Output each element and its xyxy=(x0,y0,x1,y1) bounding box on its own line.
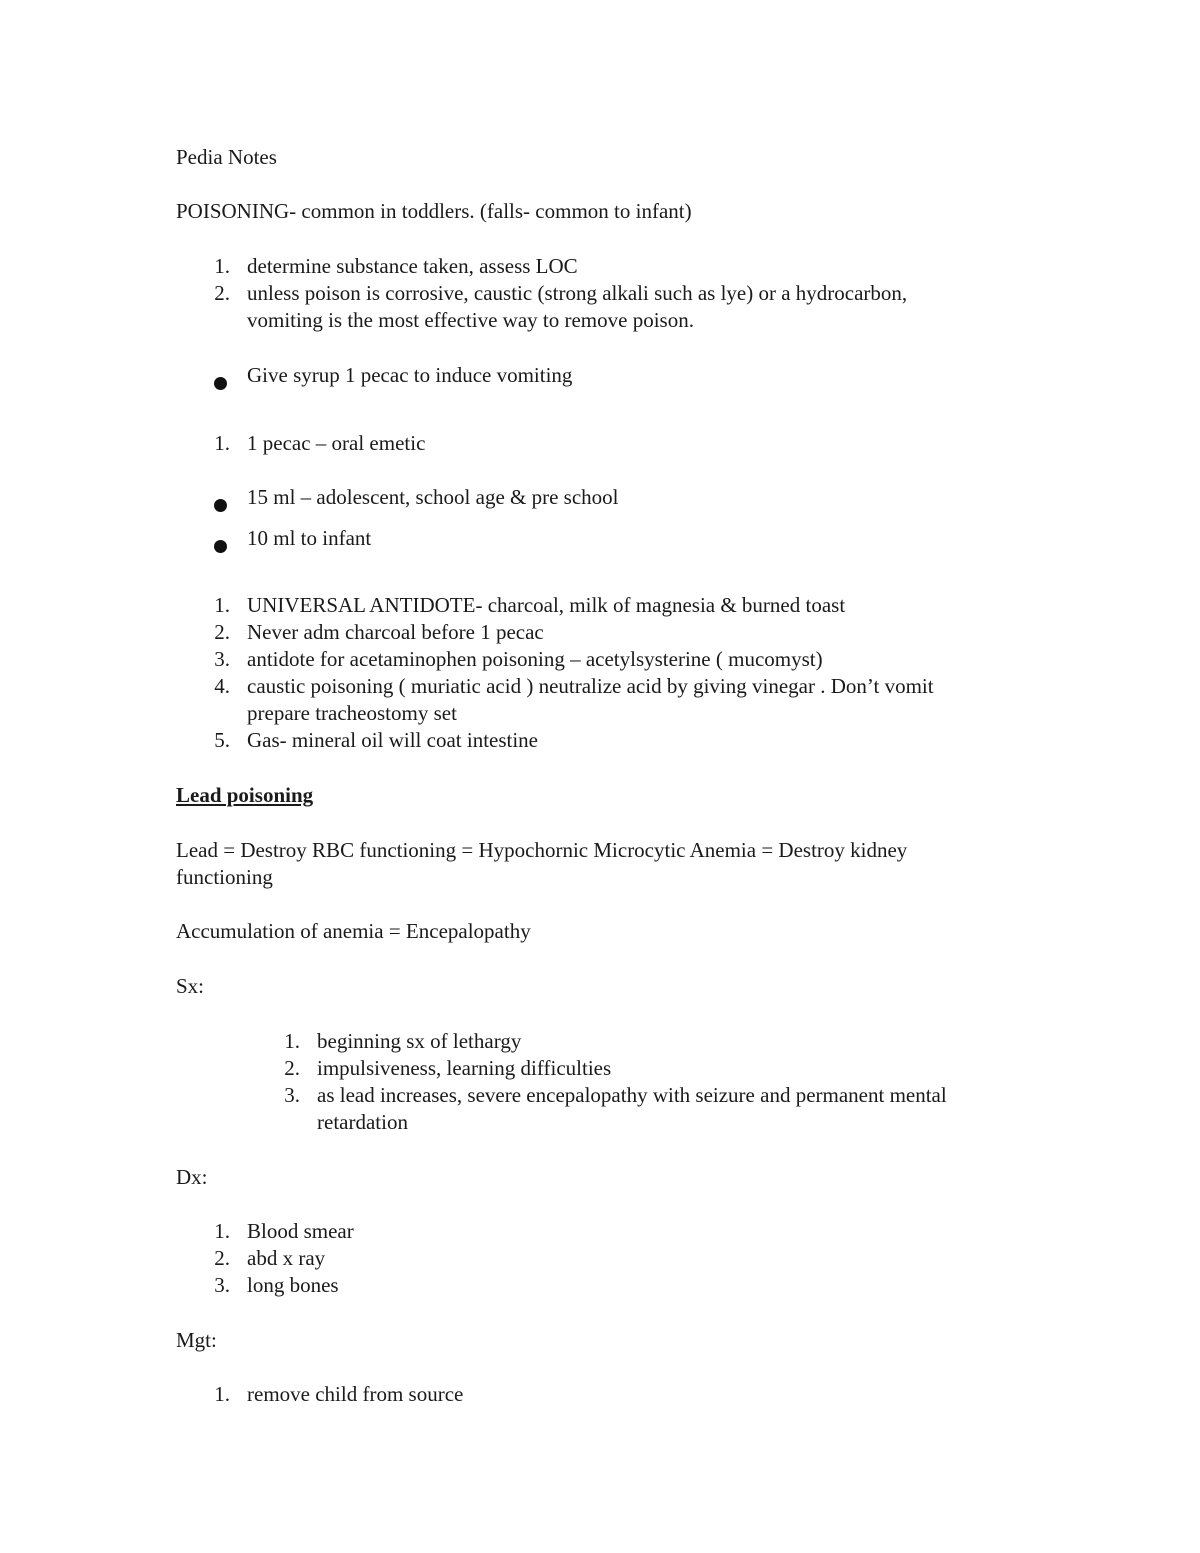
list-item: UNIVERSAL ANTIDOTE- charcoal, milk of magnesia & burned toast xyxy=(247,593,846,617)
list-item: 1 pecac – oral emetic xyxy=(247,431,426,455)
list-item: determine substance taken, assess LOC xyxy=(247,254,578,278)
list-item: as lead increases, severe encepalopathy with seizure and permanent mental xyxy=(317,1083,947,1107)
list-item: beginning sx of lethargy xyxy=(317,1029,522,1053)
list-item: unless poison is corrosive, caustic (strong alkali such as lye) or a hydrocarbon, xyxy=(247,281,908,305)
accumulation-line: Accumulation of anemia = Encepalopathy xyxy=(176,919,531,943)
list-item: impulsiveness, learning difficulties xyxy=(317,1056,612,1080)
list-item: long bones xyxy=(247,1273,339,1297)
list-number: 3. xyxy=(284,1083,300,1107)
list-number: 4. xyxy=(214,674,230,698)
list-item: caustic poisoning ( muriatic acid ) neutralize acid by giving vinegar . Don’t vomit xyxy=(247,674,934,698)
list-item: Gas- mineral oil will coat intestine xyxy=(247,728,539,752)
list-number: 1. xyxy=(284,1029,300,1053)
bullet-item: Give syrup 1 pecac to induce vomiting xyxy=(247,363,573,387)
poisoning-intro: POISONING- common in toddlers. (falls- common to infant) xyxy=(176,199,692,223)
bullet-icon xyxy=(214,377,227,390)
list-item: Never adm charcoal before 1 pecac xyxy=(247,620,544,644)
list-number: 3. xyxy=(214,647,230,671)
list-number: 1. xyxy=(214,431,230,455)
list-number: 2. xyxy=(214,1246,230,1270)
bullet-item: 10 ml to infant xyxy=(247,526,372,550)
mgt-label: Mgt: xyxy=(176,1328,217,1352)
lead-paragraph-continuation: functioning xyxy=(176,865,273,889)
list-item: remove child from source xyxy=(247,1382,464,1406)
lead-paragraph: Lead = Destroy RBC functioning = Hypochornic Microcytic Anemia = Destroy kidney xyxy=(176,838,908,862)
list-item: abd x ray xyxy=(247,1246,326,1270)
list-number: 2. xyxy=(214,620,230,644)
list-item: antidote for acetaminophen poisoning – acetylsysterine ( mucomyst) xyxy=(247,647,823,671)
dx-label: Dx: xyxy=(176,1165,208,1189)
list-number: 1. xyxy=(214,593,230,617)
sx-label: Sx: xyxy=(176,974,205,998)
list-item-continuation: retardation xyxy=(317,1110,408,1134)
list-number: 1. xyxy=(214,1382,230,1406)
list-number: 3. xyxy=(214,1273,230,1297)
list-item-continuation: prepare tracheostomy set xyxy=(247,701,457,725)
lead-poisoning-heading: Lead poisoning xyxy=(176,783,314,807)
list-number: 1. xyxy=(214,1219,230,1243)
list-item-continuation: vomiting is the most effective way to remove poison. xyxy=(247,308,694,332)
bullet-icon xyxy=(214,499,227,512)
bullet-icon xyxy=(214,540,227,553)
list-number: 1. xyxy=(214,254,230,278)
list-item: Blood smear xyxy=(247,1219,354,1243)
doc-title: Pedia Notes xyxy=(176,145,277,169)
list-number: 2. xyxy=(214,281,230,305)
list-number: 5. xyxy=(214,728,230,752)
list-number: 2. xyxy=(284,1056,300,1080)
bullet-item: 15 ml – adolescent, school age & pre school xyxy=(247,485,619,509)
